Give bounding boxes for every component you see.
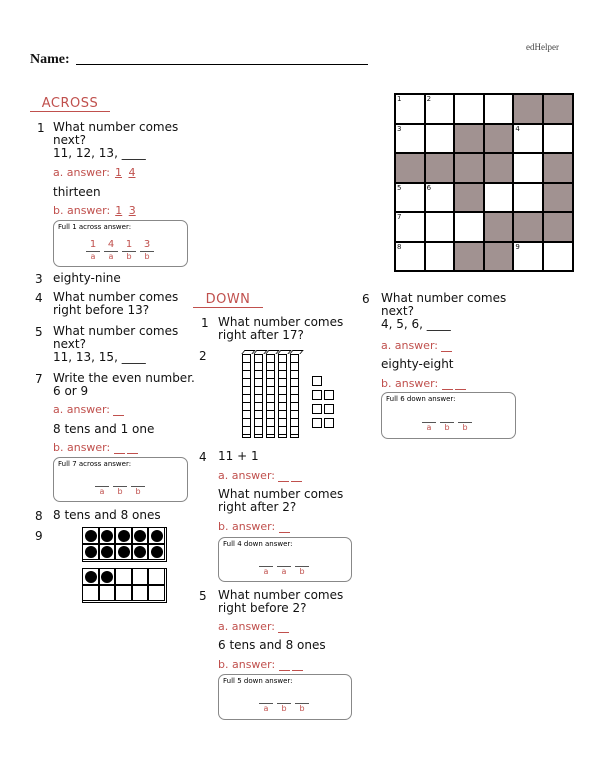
grid-block (543, 153, 573, 183)
cell-number: 5 (397, 183, 402, 192)
clue-text: thirteen (53, 185, 101, 199)
answer-slot[interactable] (278, 471, 289, 482)
grid-cell[interactable] (513, 124, 543, 154)
clue-text: What number comes right before 2? (218, 588, 344, 615)
clue-text: What number comes right before 13? (53, 290, 179, 317)
name-line[interactable] (76, 64, 368, 65)
clue-text: eighty-eight (381, 357, 454, 371)
ten-frame-cell (148, 544, 165, 561)
ten-frame-cell (99, 568, 116, 585)
clue-text: What number comes next? 4, 5, 6, ____ (381, 291, 507, 331)
grid-cell[interactable] (425, 212, 455, 242)
ten-frame-cell (82, 568, 99, 585)
clue-number: 4 (35, 291, 43, 305)
grid-block (484, 242, 514, 272)
ten-frame-cell (82, 544, 99, 561)
grid-block (454, 183, 484, 213)
counter-dot (151, 530, 163, 542)
counter-dot (134, 546, 146, 558)
full-answer-box: Full 1 across answer: 1 a 4 a 1 b 3 b (53, 220, 188, 267)
grid-block (395, 153, 425, 183)
tens-rod (278, 354, 287, 438)
counter-dot (101, 571, 113, 583)
clue-number: 6 (362, 292, 370, 306)
grid-cell[interactable] (395, 124, 425, 154)
ten-frame-cell (99, 585, 116, 602)
grid-cell[interactable] (484, 183, 514, 213)
answer-slot[interactable] (442, 379, 453, 390)
tens-rod (242, 354, 251, 438)
ones-cube (312, 376, 322, 386)
cell-number: 4 (515, 124, 520, 133)
ten-frame-cell (115, 544, 132, 561)
down-heading: DOWN (193, 292, 263, 308)
answer-slot[interactable] (279, 522, 290, 533)
counter-dot (134, 530, 146, 542)
clue-text: 11 + 1 (218, 449, 259, 463)
cell-number: 3 (397, 124, 402, 133)
answer-slot[interactable] (292, 660, 303, 671)
ten-frame-cell (82, 585, 99, 602)
grid-block (454, 124, 484, 154)
clue-text: What number comes next? 11, 13, 15, ____ (53, 324, 179, 364)
clue-number: 9 (35, 529, 43, 543)
grid-block (543, 94, 573, 124)
ones-cube (324, 390, 334, 400)
ten-frame-cell (99, 527, 116, 544)
answer-slot[interactable] (127, 443, 138, 454)
ten-frame-cell (115, 585, 132, 602)
answer-a-row: a. answer: (218, 620, 291, 633)
ones-cube (312, 404, 322, 414)
clue-number: 8 (35, 509, 43, 523)
counter-dot (118, 546, 130, 558)
answer-a-row: a. answer: (53, 403, 126, 416)
grid-cell[interactable] (395, 183, 425, 213)
grid-cell[interactable] (543, 242, 573, 272)
ten-frame-cell (115, 568, 132, 585)
answer-slot[interactable] (291, 471, 302, 482)
clue-text: What number comes next? 11, 12, 13, ____ (53, 120, 179, 160)
ten-frame-cell (82, 527, 99, 544)
grid-block (484, 124, 514, 154)
grid-block (454, 153, 484, 183)
grid-cell[interactable] (395, 242, 425, 272)
counter-dot (151, 546, 163, 558)
answer-slot[interactable]: 1 (115, 204, 123, 217)
answer-a-row: a. answer: (218, 469, 304, 482)
crossword-grid (394, 93, 574, 272)
clue-text: 6 tens and 8 ones (218, 638, 326, 652)
grid-block (513, 94, 543, 124)
answer-a-row: a. answer: (381, 339, 454, 352)
cell-number: 1 (397, 95, 402, 103)
grid-block (543, 183, 573, 213)
full-answer-box: Full 6 down answer: a b b (381, 392, 516, 439)
clue-text: 8 tens and 1 one (53, 422, 155, 436)
answer-slot[interactable] (113, 405, 124, 416)
name-label: Name: (30, 52, 70, 67)
ones-cube (324, 404, 334, 414)
grid-cell[interactable] (395, 212, 425, 242)
grid-block (484, 153, 514, 183)
cell-number: 2 (426, 95, 432, 103)
ones-cube (324, 418, 334, 428)
ten-frame-cell (132, 544, 149, 561)
clue-number: 4 (199, 450, 207, 464)
cell-number: 7 (397, 213, 402, 221)
cell-number: 8 (397, 242, 402, 251)
tens-rod-top (289, 350, 303, 354)
ten-frame-cell (115, 527, 132, 544)
tens-rod (254, 354, 263, 438)
clue-number: 1 (201, 316, 209, 330)
ten-frame-cell (148, 527, 165, 544)
grid-cell[interactable] (454, 94, 484, 124)
ones-cube (312, 418, 322, 428)
tens-rod (266, 354, 275, 438)
clue-number: 1 (37, 121, 45, 135)
base-ten-blocks (236, 348, 336, 440)
grid-cell[interactable] (513, 183, 543, 213)
grid-cell[interactable] (454, 212, 484, 242)
answer-b-row: b. answer: 1 3 (53, 204, 136, 217)
ten-frame-cell (132, 568, 149, 585)
grid-cell[interactable] (543, 124, 573, 154)
counter-dot (85, 571, 97, 583)
full-answer-box: Full 4 down answer: a a b (218, 537, 352, 582)
ten-frame-cell (132, 527, 149, 544)
answer-a-row: a. answer: 1 4 (53, 166, 136, 179)
ten-frame-cell (132, 585, 149, 602)
clue-number: 2 (199, 349, 207, 363)
full-answer-box: Full 7 across answer: a b b (53, 457, 188, 502)
answer-slot[interactable] (455, 379, 466, 390)
clue-number: 7 (35, 372, 43, 386)
grid-cell[interactable] (395, 94, 425, 124)
counter-dot (118, 530, 130, 542)
answer-b-row: b. answer: (218, 658, 305, 671)
grid-block (484, 212, 514, 242)
ones-cube (312, 390, 322, 400)
counter-dot (101, 546, 113, 558)
answer-slot[interactable] (279, 660, 290, 671)
grid-block (543, 212, 573, 242)
answer-b-row: b. answer: (218, 520, 292, 533)
clue-text: Write the even number. 6 or 9 (53, 371, 195, 398)
ten-frame-cell (148, 585, 165, 602)
grid-cell[interactable] (484, 94, 514, 124)
clue-text: eighty-nine (53, 271, 121, 285)
counter-dot (101, 530, 113, 542)
cell-number: 6 (426, 183, 432, 192)
answer-slot[interactable] (441, 341, 452, 352)
answer-slot[interactable] (278, 622, 289, 633)
ten-frame-cell (99, 544, 116, 561)
brand-label: edHelper (526, 42, 559, 52)
tens-rod (290, 354, 299, 438)
grid-cell[interactable] (425, 124, 455, 154)
clue-text: What number comes right after 17? (218, 315, 344, 342)
answer-slot[interactable]: 1 (114, 166, 122, 179)
grid-cell[interactable] (513, 153, 543, 183)
grid-cell[interactable] (425, 183, 455, 213)
grid-cell[interactable] (425, 242, 455, 272)
answer-slot[interactable]: 3 (128, 204, 136, 217)
answer-b-row: b. answer: (381, 377, 468, 390)
full-answer-box: Full 5 down answer: a b b (218, 674, 352, 720)
grid-block (454, 242, 484, 272)
clue-number: 5 (199, 589, 207, 603)
cell-number: 9 (515, 242, 520, 251)
counter-dot (85, 530, 97, 542)
clue-number: 5 (35, 325, 43, 339)
grid-block (425, 153, 455, 183)
clue-number: 3 (35, 272, 43, 286)
counter-dot (85, 546, 97, 558)
answer-slot[interactable]: 4 (128, 166, 136, 179)
grid-cell[interactable] (513, 242, 543, 272)
clue-text: What number comes right after 2? (218, 487, 344, 514)
grid-block (513, 212, 543, 242)
grid-cell[interactable] (425, 94, 455, 124)
clue-text: 8 tens and 8 ones (53, 508, 161, 522)
answer-b-row: b. answer: (53, 441, 140, 454)
across-heading: ACROSS (30, 96, 110, 112)
answer-slot[interactable] (114, 443, 125, 454)
ten-frame-cell (148, 568, 165, 585)
